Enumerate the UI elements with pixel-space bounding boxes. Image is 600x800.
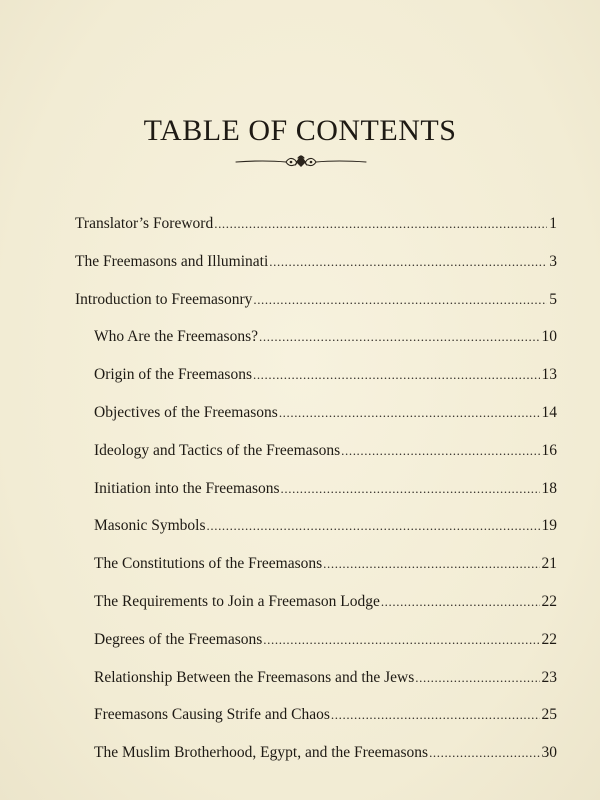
toc-entry[interactable] <box>94 554 557 576</box>
toc-entry[interactable] <box>94 327 557 349</box>
dot-leader <box>253 365 540 385</box>
toc-entry[interactable] <box>94 441 557 463</box>
toc-page-number: 18 <box>541 479 557 497</box>
page-title: TABLE OF CONTENTS <box>143 114 457 147</box>
toc-page-number: 19 <box>541 517 557 535</box>
toc-entry-title: Degrees of the Freemasons <box>94 630 263 648</box>
toc-entry[interactable] <box>94 516 557 538</box>
dot-leader <box>323 554 539 574</box>
toc-page-number: 22 <box>541 593 557 610</box>
toc-entry-title: Origin of the Freemasons <box>94 366 252 384</box>
toc-page-number: 3 <box>549 252 557 270</box>
dot-leader <box>341 441 539 461</box>
dot-leader <box>429 743 539 763</box>
toc-entry[interactable] <box>94 743 557 765</box>
toc-entry-title: The Requirements to Join a Freemason Lodge <box>94 593 380 610</box>
toc-entry[interactable] <box>94 630 557 652</box>
toc-page-number: 5 <box>549 290 557 308</box>
dot-leader <box>331 705 540 725</box>
toc-entry[interactable] <box>75 252 557 274</box>
toc-entry-title: The Freemasons and Illuminati <box>75 252 269 270</box>
toc-page-number: 1 <box>549 215 557 232</box>
dot-leader <box>214 214 547 234</box>
dot-leader <box>263 630 539 650</box>
toc-entry[interactable] <box>94 705 557 727</box>
toc-entry[interactable] <box>94 403 557 425</box>
toc-page-number: 10 <box>541 328 557 346</box>
toc-entry-title: Relationship Between the Freemasons and the Jews <box>94 668 415 686</box>
toc-entry-title: Freemasons Causing Strife and Chaos <box>94 706 330 724</box>
toc-entry-title: Initiation into the Freemasons <box>94 479 280 497</box>
toc-entry[interactable] <box>94 479 557 501</box>
toc-page-number: 23 <box>541 668 557 686</box>
toc-entry-title: Masonic Symbols <box>94 517 206 535</box>
dot-leader <box>381 592 540 612</box>
toc-entry[interactable] <box>94 668 557 690</box>
toc-entry-title: Translator’s Foreword <box>75 215 214 232</box>
toc-entry[interactable] <box>94 365 557 387</box>
toc-page-number: 14 <box>541 404 557 421</box>
toc-entry[interactable] <box>94 592 557 614</box>
dot-leader <box>279 403 540 423</box>
dot-leader <box>259 327 540 347</box>
toc-entry-title: The Constitutions of the Freemasons <box>94 555 323 573</box>
dot-leader <box>281 479 540 499</box>
dot-leader <box>207 516 540 536</box>
dot-leader <box>253 290 547 310</box>
toc-entry-title: The Muslim Brotherhood, Egypt, and the Freemasons <box>94 744 429 762</box>
dot-leader <box>269 252 547 272</box>
toc-entry-title: Who Are the Freemasons? <box>94 328 258 346</box>
toc-entry[interactable] <box>75 214 557 236</box>
toc-page-number: 21 <box>541 555 557 573</box>
toc-page-number: 16 <box>541 441 557 459</box>
toc-entry-title: Objectives of the Freemasons <box>94 404 278 421</box>
dot-leader <box>415 668 539 688</box>
toc-entry-title: Ideology and Tactics of the Freemasons <box>94 441 341 459</box>
toc-page-number: 13 <box>541 366 557 384</box>
toc-entry[interactable] <box>75 290 557 312</box>
toc-page-number: 25 <box>541 706 557 724</box>
toc-page-number: 22 <box>541 630 557 648</box>
toc-entry-title: Introduction to Freemasonry <box>75 290 253 308</box>
toc-page-number: 30 <box>541 744 557 762</box>
